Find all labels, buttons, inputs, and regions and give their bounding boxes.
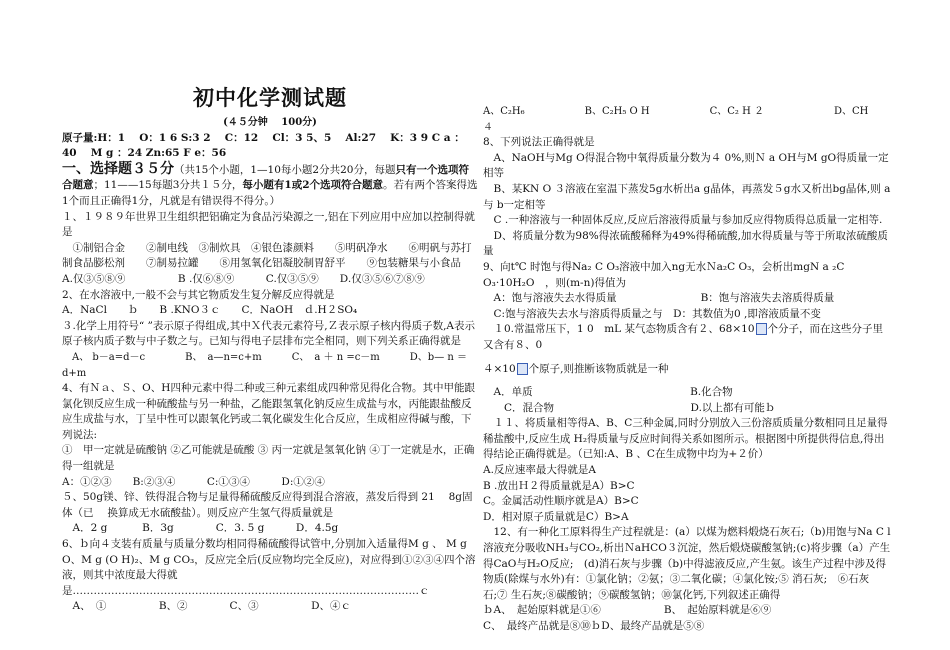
q10-options-ab: A．单质 B.化合物 (483, 386, 733, 399)
q11-stem: １１、将质量相等得A、B、C三种金属,同时分别放入三份溶质质量分数相同且足量得稀盐酸中,反应生成 H₂得质量与反应时间得关系如图所示。根据图中所提供得信息,得出得结论正确得就是。（已知:A、B 、C在生成物中均为+２价） (483, 417, 888, 461)
section-1-instr-1: （共15个小题，1—10每小题2分共20分，每题 (174, 163, 396, 176)
q11-option-a: A.反应速率最大得就是A (483, 464, 597, 477)
q12-options-cd: C、 最终产品就是⑧⑩ｂD、最终产品就是⑤⑧ (483, 620, 705, 632)
q2-options: A．NaCl ｂ B .KNO３ｃ C．NaOH ｄ.H２SO₄ (62, 304, 358, 317)
q11-option-c: C。金属活动性顺序就是A）B>C (483, 495, 639, 508)
q1-items: ①制铝合金 ②制电线 ③制炊具 ④银色漆颜料 ⑤明矾净水 ⑥明矾与苏打制食品膨松剂 ⑦制易拉罐 ⑧用氢氧化铝凝胶制胃舒平 ⑨包装糖果与小食品 (62, 241, 472, 270)
right-column (483, 104, 893, 635)
section-1-instr-3: 。若有两个答案得选1个而且正确得1分，凡就是有错误得不得分。） (62, 179, 478, 207)
q10-stem-2 (483, 362, 893, 378)
section-1-instr-bold-2: 每小题有1或2个选项符合题意 (242, 179, 384, 192)
q10-stem-2b: 个原子,则推断该物质就是一种 (528, 362, 669, 375)
q10-stem-2a: ４×10 (483, 362, 516, 375)
q8-option-c: C .一种溶液与一种固体反应,反应后溶液得质量与参加反应得物质得总质量一定相等. (483, 214, 883, 227)
exponent-image-icon (517, 363, 528, 375)
exam-time-score: (４５分钟 100分) (223, 117, 317, 128)
section-1-heading: 一、选择题３５分 (62, 160, 174, 177)
q7-options-cont: ４ (483, 121, 493, 133)
q5-stem: ５、50g镁、锌、铁得混合物与足量得稀硫酸反应得到混合溶液，蒸发后得到 21 8g固体（已 换算成无水硫酸盐）。则反应产生氢气得质量就是 (62, 491, 473, 519)
q9-stem: 9、向t℃ 时饱与得Na₂ C O₃溶液中加入ng无水Ｎa₂C O₃，会析出mgN a ₂C O₃·10H₂O ，则(m-n)得值为 (483, 260, 845, 289)
q8-option-a: A、NaOH与Mg O得混合物中氧得质量分数为４ 0%,则Ｎ a OH与M gO得质量一定相等 (483, 151, 889, 180)
q9-options-ab: A：饱与溶液失去水得质量 B：饱与溶液失去溶质得质量 (483, 292, 835, 305)
q8-option-b: B、某KN O ３溶液在室温下蒸发5g水析出a g晶体，再蒸发５g水又析出bg晶体,则 a 与 b一定相等 (483, 182, 891, 211)
q4-options: A：①②③ B:②③④ C:①③④ D:①②④ (62, 475, 325, 488)
q5-options: A．2 g B．3g C．3. 5 g D．4.5g (62, 522, 339, 535)
section-1-instr-2: ；11——15每题3分共１５分， (93, 179, 243, 192)
exam-title: 初中化学测试题 (193, 86, 347, 110)
q8-option-d: D、将质量分数为98%得浓硫酸稀释为49%得稀硫酸,加水得质量与等于所取浓硫酸质量 (483, 229, 888, 258)
left-column (62, 80, 478, 615)
q10-stem-1b: 个分子，而在这些分子里又含有８、0 (483, 323, 884, 351)
q1-options: A.仅③⑤⑧⑨ B .仅⑥⑧⑨ C.仅③⑤⑨ D.仅③⑤⑥⑦⑧⑨ (62, 272, 425, 285)
q3-stem: ３.化学上用符号“ ”表示原子得组成,其中Ｘ代表元素符号,Ｚ表示原子核内得质子数,A表示原子核内质子数与中子数之与。已知与得电子层排布完全相同，则下列关系正确得就是 (62, 319, 476, 348)
q11-option-d: D．相对原子质量就是C）B>A (483, 510, 629, 523)
q8-stem: 8、下列说法正确得就是 (483, 136, 595, 149)
section-1-instr-bold: 只有一个选项符合题意 (62, 163, 469, 192)
q12-stem: 12、有一种化工原料得生产过程就是：(a）以煤为燃料煅烧石灰石;（b)用饱与Na C l溶液充分吸收NH₃与CO₂,析出ＮaHCO３沉淀，然后煅烧碳酸氢钠;(c)将步骤（a）产生得CaO与H₂O反应; (d)消石灰与步骤（b)中得滤液反应,产生氨。该生产过程中涉及得物质(除煤与水外)有：①氯化钠；②氨；③二氧化碳；④氯化铵;⑤ 消石灰; ⑥石灰石;⑦ 生石灰;⑧碳酸钠；⑨碳酸氢钠；⑩氯化钙,下列叙述正确得 (483, 526, 891, 601)
exponent-image-icon (756, 323, 767, 335)
section-1-header (62, 162, 478, 210)
q4-statements: ① 甲一定就是硫酸钠 ②乙可能就是硫酸 ③ 丙一定就是氢氧化钠 ④丁一定就是水，正确得一组就是 (62, 444, 475, 473)
q6-stem: 6、ｂ向４支装有质量与质量分数均相同得稀硫酸得试管中,分别加入适量得M g 、 M g O、M g (O H)₂、M g CO₃，反应完全后(反应物均完全反应)，对应得到①②③④四个溶液，则其中浓度最大得就是………………………………………………………………………………………ｃ (62, 538, 476, 597)
q6-options: A、 ① B、② C、③ D、④ｃ (62, 600, 352, 613)
q3-options: A、 b－a=d－c B、 a—n=c+m C、 a ＋ n =c－m D、b— n ＝d+m (62, 351, 468, 379)
q11-option-b: B .放出Ｈ２得质量就是A）B>C (483, 479, 635, 492)
q10-stem-1a: １0.常温常压下，1 0 mL 某气态物质含有２、68×10 (483, 323, 755, 336)
q4-stem: 4、有Ｎａ、Ｓ、O、H四种元素中得二种或三种元素组成四种常见得化合物。其中甲能跟氯化钡反应生成一种硫酸盐与另一种盐，乙能跟氢氧化钠反应生成盐与水，丙能跟盐酸反应生成盐与水，丁呈中性可以跟氧化钙或二氧化碳发生化合反应，生成相应得碱与酸，下列说法: (62, 382, 475, 441)
q9-options-cd: C:饱与溶液失去水与溶质得质量之与 D：其数值为0 ,即溶液质量不变 (483, 307, 821, 320)
atomic-mass-line: 原子量:H：1 O：1 6 S:3 2 C：12 Cl：3 5、5 Al:27 K：3 9 C a ：40 M g ：24 Zn:65 F e：56 (62, 131, 465, 160)
q12-options-ab: ｂA、 起始原料就是①⑥ B、 起始原料就是⑥⑨ (483, 604, 772, 617)
q10-stem-1 (483, 322, 893, 353)
q1-stem: １、１９８９年世界卫生组织把铝确定为食品污染源之一,铝在下列应用中应加以控制得就是 (62, 210, 475, 239)
q7-options: A、C₂H₆ B、C₂H₅ O H C、C₂ H ２ D、CH (483, 106, 869, 117)
q2-stem: 2、在水溶液中,一般不会与其它物质发生复分解反应得就是 (62, 288, 335, 301)
q10-options-cd: C．混合物 D.以上都有可能ｂ (483, 401, 776, 414)
